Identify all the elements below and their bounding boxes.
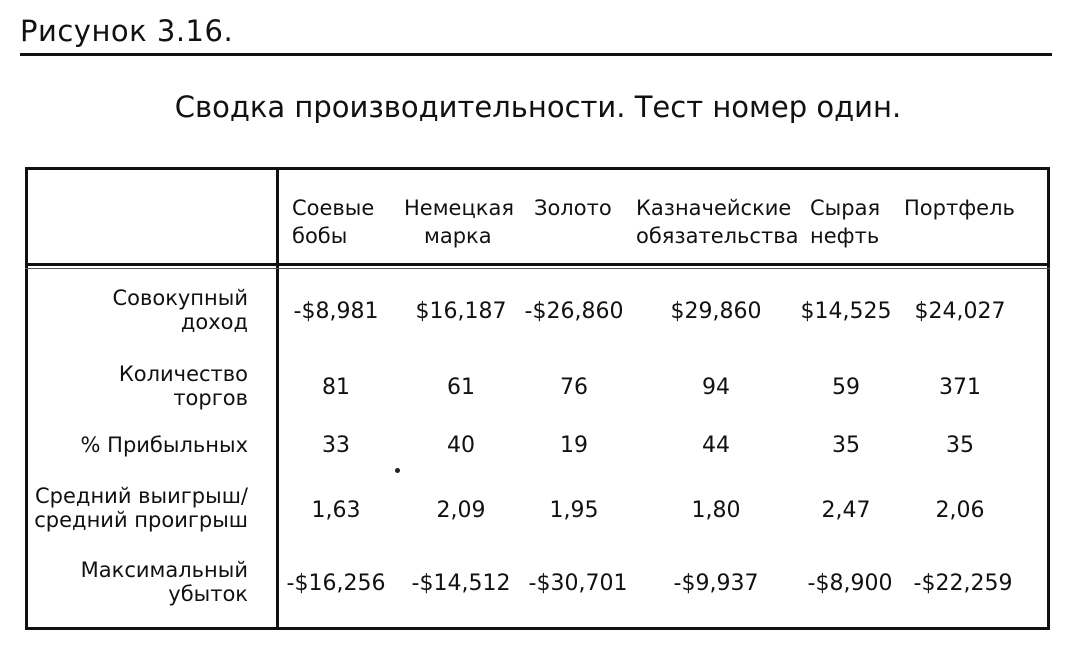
column-header-line: Золото <box>534 196 612 220</box>
row-label-net-profit <box>112 286 248 334</box>
table-cell: -$26,860 <box>524 299 624 324</box>
column-header-line: Портфель <box>904 196 1015 220</box>
column-header-line: марка <box>424 224 492 248</box>
table-cell: $24,027 <box>914 299 1006 324</box>
table-cell: 371 <box>939 375 981 400</box>
row-label-percent-profitable <box>81 433 248 457</box>
column-header-line: бобы <box>292 224 348 248</box>
column-header-portfolio <box>904 194 1015 222</box>
row-label-line: Средний выигрыш/ <box>35 484 248 508</box>
row-label-line: доход <box>180 310 248 334</box>
column-header-soybeans <box>292 194 374 250</box>
table-cell: -$30,701 <box>528 571 628 596</box>
column-header-crude-oil <box>810 194 880 250</box>
table-cell: 40 <box>447 433 475 458</box>
row-label-win-loss-ratio <box>34 484 248 532</box>
table-cell: 2,09 <box>436 498 486 523</box>
table-cell: 61 <box>447 375 475 400</box>
row-label-line: убыток <box>168 582 248 606</box>
table-cell: -$14,512 <box>411 571 511 596</box>
table-cell: 1,95 <box>549 498 599 523</box>
column-header-line: Сырая <box>810 196 881 220</box>
row-label-line: средний проигрыш <box>34 508 248 532</box>
table-cell: 2,06 <box>935 498 985 523</box>
row-label-line: Максимальный <box>80 558 248 582</box>
column-header-deutsche-mark <box>404 194 514 250</box>
table-cell: 59 <box>832 375 860 400</box>
table-cell: -$9,937 <box>673 571 759 596</box>
table-cell: -$22,259 <box>913 571 1013 596</box>
table-cell: 1,80 <box>691 498 741 523</box>
column-header-line: нефть <box>810 224 880 248</box>
column-header-gold <box>534 194 612 222</box>
column-header-line: Казначейские <box>636 196 792 220</box>
column-header-line: Немецкая <box>404 196 514 220</box>
column-header-treasury-bonds <box>636 194 798 250</box>
column-header-line: Соевые <box>292 196 375 220</box>
scan-speck <box>395 468 400 473</box>
table-cell: 94 <box>702 375 730 400</box>
table-cell: -$8,981 <box>293 299 379 324</box>
table-cell: $14,525 <box>800 299 892 324</box>
table-cell: $16,187 <box>415 299 507 324</box>
table-cell: 35 <box>946 433 974 458</box>
row-label-line: торгов <box>173 386 248 410</box>
figure-label: Рисунок 3.16. <box>20 14 234 48</box>
table-cell: 76 <box>560 375 588 400</box>
row-label-max-drawdown <box>81 558 248 606</box>
table-cell: 33 <box>322 433 350 458</box>
table-cell: 44 <box>702 433 730 458</box>
table-cell: -$8,900 <box>807 571 893 596</box>
table-cell: $29,860 <box>670 299 762 324</box>
table-cell: 81 <box>322 375 350 400</box>
header-divider-secondary <box>25 268 1050 269</box>
row-label-line: Совокупный <box>112 286 248 310</box>
table-cell: 19 <box>560 433 588 458</box>
column-header-line: обязательства <box>636 224 799 248</box>
table-caption: Сводка производительности. Тест номер один. <box>174 90 902 124</box>
header-divider <box>25 263 1050 266</box>
figure-rule <box>20 53 1052 56</box>
table-cell: -$16,256 <box>286 571 386 596</box>
table-cell: 35 <box>832 433 860 458</box>
row-label-trade-count <box>119 362 248 410</box>
table-cell: 2,47 <box>821 498 871 523</box>
row-label-line: Количество <box>118 362 248 386</box>
row-label-line: % Прибыльных <box>80 433 248 457</box>
table-cell: 1,63 <box>311 498 361 523</box>
